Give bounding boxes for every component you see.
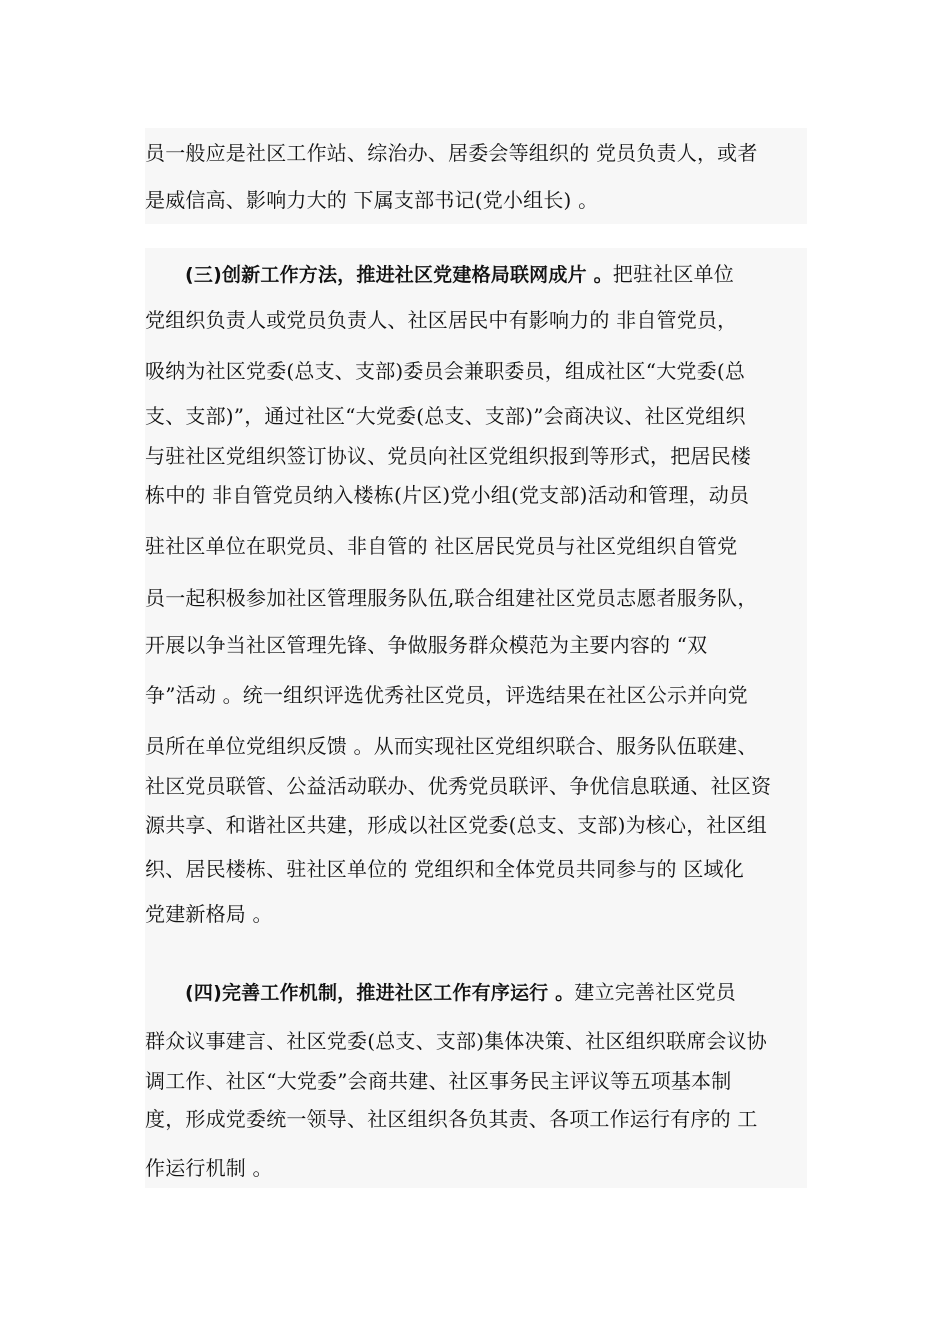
text-line: 群众议事建言、社区党委(总支、支部)集体决策、社区组织联席会议协 (145, 1029, 768, 1053)
text-line: 社区党员联管、公益活动联办、优秀党员联评、争优信息联通、社区资 (145, 774, 772, 798)
text-line: 争”活动 。统一组织评选优秀社区党员，评选结果在社区公示并向党 (145, 683, 748, 707)
text-line: 党组织负责人或党员负责人、社区居民中有影响力的 非自管党员， (145, 308, 738, 332)
text-line: 调工作、社区“大党委”会商共建、社区事务民主评议等五项基本制 (145, 1069, 732, 1093)
text-line: 员一起积极参加社区管理服务队伍,联合组建社区党员志愿者服务队， (145, 586, 758, 610)
body-sections (145, 248, 807, 1188)
text-line: 党建新格局 。 (145, 902, 273, 926)
text-line: 是威信高、影响力大的 下属支部书记(党小组长) 。 (145, 188, 599, 212)
text-line: 吸纳为社区党委(总支、支部)委员会兼职委员，组成社区“大党委(总 (145, 359, 746, 383)
text-line: 支、支部)”，通过社区“大党委(总支、支部)”会商决议、社区党组织 (145, 404, 746, 428)
text-line: 栋中的 非自管党员纳入楼栋(片区)党小组(党支部)活动和管理，动员 (145, 483, 750, 507)
text-line: 员一般应是社区工作站、综治办、居委会等组织的 党员负责人，或者 (145, 141, 758, 165)
text-line: 开展以争当社区管理先锋、争做服务群众模范为主要内容的 “双 (145, 633, 708, 657)
section-3-first-line (185, 261, 734, 288)
section-4-first-line-text: 建立完善社区党员 (574, 980, 736, 1004)
text-line: 与驻社区党组织签订协议、党员向社区党组织报到等形式，把居民楼 (145, 444, 751, 468)
text-line: 员所在单位党组织反馈 。从而实现社区党组织联合、服务队伍联建、 (145, 734, 758, 758)
section-4-heading: (四)完善工作机制，推进社区工作有序运行 。 (185, 982, 575, 1004)
text-line: 织、居民楼栋、驻社区单位的 党组织和全体党员共同参与的 区域化 (145, 857, 744, 881)
text-line: 度，形成党委统一领导、社区组织各负其责、各项工作运行有序的 工 (145, 1107, 758, 1131)
section-4-first-line (185, 979, 736, 1006)
text-line: 作运行机制 。 (145, 1156, 273, 1180)
text-line: 驻社区单位在职党员、非自管的 社区居民党员与社区党组织自管党 (145, 534, 738, 558)
section-3-heading: (三)创新工作方法，推进社区党建格局联网成片 。 (185, 264, 613, 286)
paragraph-continuation (145, 128, 807, 224)
text-line: 源共享、和谐社区共建，形成以社区党委(总支、支部)为核心，社区组 (145, 813, 768, 837)
section-3-first-line-text: 把驻社区单位 (612, 262, 734, 286)
